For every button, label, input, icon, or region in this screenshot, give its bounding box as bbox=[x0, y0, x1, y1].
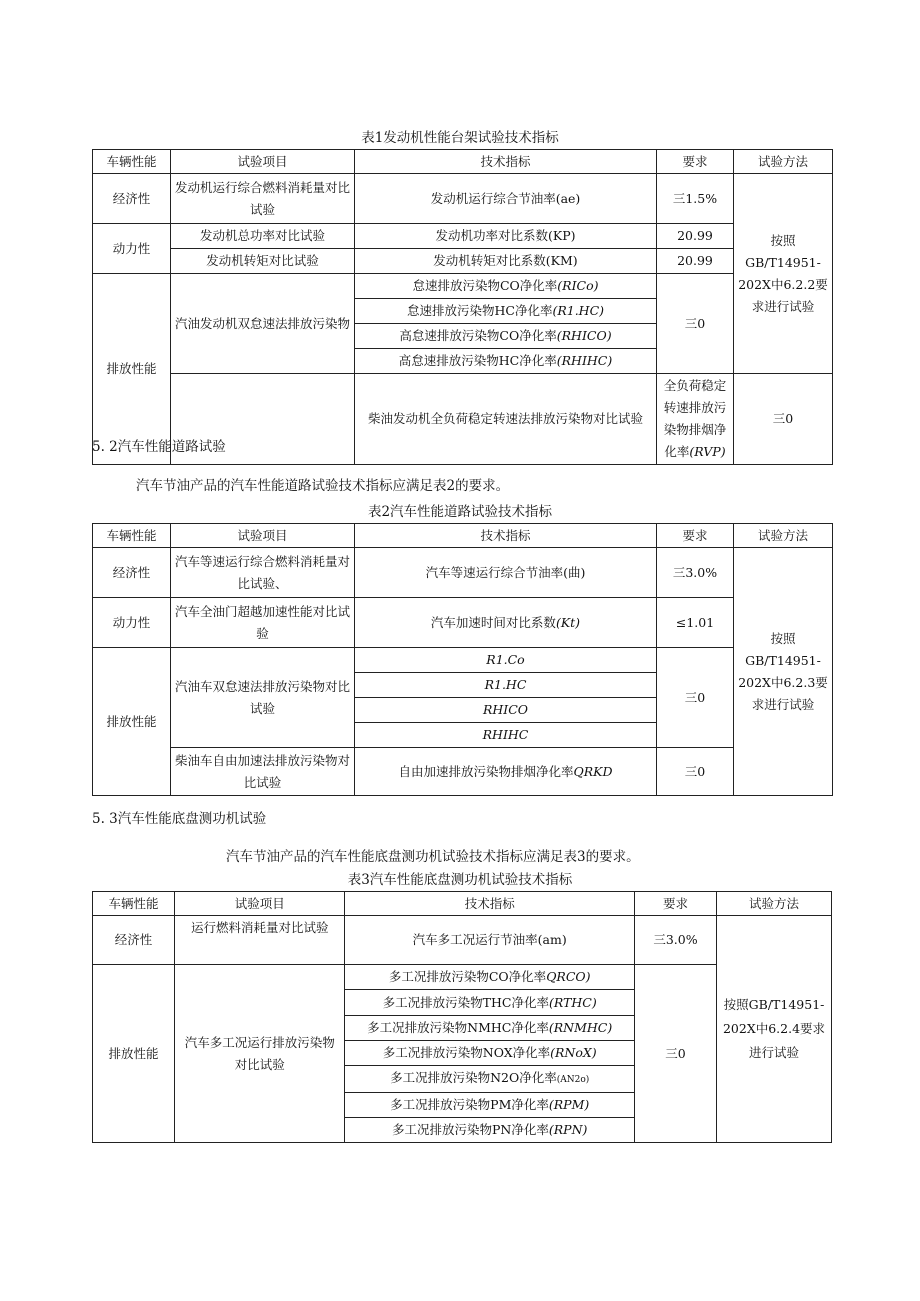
requirement: 20.99 bbox=[657, 224, 734, 249]
header-test-item: 试验项目 bbox=[171, 524, 355, 548]
indicator-text: 全负荷稳定转速排放污染物排烟净化率 bbox=[663, 378, 727, 459]
indicator-text: 多工况排放污染物N2O净化率 bbox=[390, 1070, 557, 1085]
indicator bbox=[355, 299, 657, 324]
indicator-text: 自由加速排放污染物排烟净化率 bbox=[398, 763, 574, 779]
indicator-symbol: QRCO) bbox=[546, 969, 591, 984]
test-item: 发动机运行综合燃料消耗量对比试验 bbox=[171, 174, 355, 224]
indicator-symbol: (R1.HC) bbox=[552, 303, 605, 318]
indicator-text: 汽车加速时间对比系数 bbox=[430, 614, 556, 630]
indicator-symbol: QRKD bbox=[573, 763, 613, 779]
indicator-symbol: (RNMHC) bbox=[548, 1020, 613, 1035]
section-5-3-paragraph: 汽车节油产品的汽车性能底盘测功机试验技术指标应满足表3的要求。 bbox=[226, 849, 640, 865]
indicator-text: 多工况排放污染物PM净化率 bbox=[390, 1097, 549, 1112]
category-economy: 经济性 bbox=[93, 916, 175, 965]
indicator bbox=[345, 965, 634, 990]
indicator-text: 高怠速排放污染物HC净化率 bbox=[398, 353, 557, 368]
indicator-symbol: (RICo) bbox=[557, 278, 599, 293]
indicator: 发动机运行综合节油率(ae) bbox=[355, 174, 657, 224]
header-test-item: 试验项目 bbox=[171, 150, 355, 174]
indicator: 汽车等速运行综合节油率(曲) bbox=[355, 548, 657, 598]
table1 bbox=[92, 149, 833, 465]
indicator-text: 怠速排放污染物HC净化率 bbox=[406, 303, 553, 318]
indicator-symbol: (AN2o) bbox=[556, 1075, 590, 1085]
indicator-symbol: (RHIHC) bbox=[556, 353, 613, 368]
indicator: 汽车多工况运行节油率(am) bbox=[345, 916, 634, 965]
indicator-text: 多工况排放污染物NOX净化率 bbox=[382, 1045, 551, 1060]
test-method: 按照GB/T14951-202X中6.2.3要求进行试验 bbox=[734, 548, 833, 796]
requirement: 三0 bbox=[657, 748, 734, 796]
requirement: 三0 bbox=[634, 965, 716, 1143]
indicator: RHICO bbox=[355, 698, 657, 723]
indicator-text: 多工况排放污染物NMHC净化率 bbox=[367, 1020, 549, 1035]
indicator bbox=[345, 990, 634, 1016]
indicator: R1.HC bbox=[355, 673, 657, 698]
test-method: 按照GB/T14951-202X中6.2.2要求进行试验 bbox=[734, 174, 833, 374]
indicator-symbol: (RNoX) bbox=[550, 1045, 597, 1060]
indicator-symbol: (RTHC) bbox=[548, 994, 597, 1010]
indicator bbox=[345, 1066, 634, 1093]
header-technical-indicator: 技术指标 bbox=[355, 150, 657, 174]
requirement: 三0 bbox=[657, 648, 734, 748]
header-test-method: 试验方法 bbox=[734, 524, 833, 548]
test-item: 运行燃料消耗量对比试验 bbox=[175, 916, 345, 965]
indicator bbox=[345, 1093, 634, 1118]
header-technical-indicator: 技术指标 bbox=[345, 892, 634, 916]
requirement: 三1.5% bbox=[657, 174, 734, 224]
table2-caption: 表2汽车性能道路试验技术指标 bbox=[367, 504, 553, 520]
indicator-text: 多工况排放污染物CO净化率 bbox=[388, 969, 547, 984]
category-economy: 经济性 bbox=[93, 548, 171, 598]
indicator: 发动机功率对比系数(KP) bbox=[355, 224, 657, 249]
header-requirement: 要求 bbox=[634, 892, 716, 916]
requirement: 三0 bbox=[657, 274, 734, 374]
test-item: 发动机总功率对比试验 bbox=[171, 224, 355, 249]
table1-caption: 表1发动机性能台架试验技术指标 bbox=[361, 130, 559, 146]
category-economy: 经济性 bbox=[93, 174, 171, 224]
indicator bbox=[355, 324, 657, 349]
indicator bbox=[657, 374, 734, 465]
indicator-symbol: (RHICO) bbox=[556, 328, 612, 343]
test-item: 汽油发动机双怠速法排放污染物 bbox=[171, 274, 355, 374]
test-item: 汽油车双怠速法排放污染物对比试验 bbox=[171, 648, 355, 748]
header-test-method: 试验方法 bbox=[717, 892, 832, 916]
header-vehicle-performance: 车辆性能 bbox=[93, 892, 175, 916]
header-test-item: 试验项目 bbox=[175, 892, 345, 916]
indicator bbox=[355, 748, 657, 796]
test-item: 汽车等速运行综合燃料消耗量对比试验、 bbox=[171, 548, 355, 598]
indicator: 发动机转矩对比系数(KM) bbox=[355, 249, 657, 274]
requirement: ≤1.01 bbox=[657, 598, 734, 648]
test-item: 汽车多工况运行排放污染物对比试验 bbox=[175, 965, 345, 1143]
indicator-text: 多工况排放污染物THC净化率 bbox=[382, 994, 549, 1010]
table2 bbox=[92, 523, 833, 796]
header-requirement: 要求 bbox=[657, 150, 734, 174]
category-emission: 排放性能 bbox=[93, 648, 171, 796]
header-vehicle-performance: 车辆性能 bbox=[93, 150, 171, 174]
header-technical-indicator: 技术指标 bbox=[355, 524, 657, 548]
indicator-symbol: (RVP) bbox=[689, 444, 726, 459]
indicator: R1.Co bbox=[355, 648, 657, 673]
indicator bbox=[355, 274, 657, 299]
table3 bbox=[92, 891, 832, 1143]
indicator-text: 高怠速排放污染物CO净化率 bbox=[399, 328, 557, 343]
section-5-3-heading: 5. 3汽车性能底盘测功机试验 bbox=[92, 811, 267, 827]
test-item: 发动机转矩对比试验 bbox=[171, 249, 355, 274]
requirement: 三0 bbox=[734, 374, 833, 465]
category-power: 动力性 bbox=[93, 224, 171, 274]
table3-caption: 表3汽车性能底盘测功机试验技术指标 bbox=[347, 872, 573, 888]
header-test-method: 试验方法 bbox=[734, 150, 833, 174]
indicator-symbol: (Kt) bbox=[555, 614, 581, 630]
indicator bbox=[345, 1016, 634, 1041]
indicator bbox=[355, 349, 657, 374]
test-method: 按照GB/T14951-202X中6.2.4要求进行试验 bbox=[717, 916, 832, 1143]
indicator bbox=[355, 598, 657, 648]
indicator-symbol: (RPN) bbox=[548, 1122, 588, 1137]
requirement: 20.99 bbox=[657, 249, 734, 274]
test-item: 汽车全油门超越加速性能对比试验 bbox=[171, 598, 355, 648]
indicator bbox=[345, 1118, 634, 1143]
header-vehicle-performance: 车辆性能 bbox=[93, 524, 171, 548]
indicator-text: 多工况排放污染物PN净化率 bbox=[392, 1122, 549, 1137]
indicator-text: 怠速排放污染物CO净化率 bbox=[412, 278, 558, 293]
category-power: 动力性 bbox=[93, 598, 171, 648]
section-5-2-paragraph: 汽车节油产品的汽车性能道路试验技术指标应满足表2的要求。 bbox=[136, 478, 510, 494]
requirement: 三3.0% bbox=[657, 548, 734, 598]
indicator bbox=[345, 1041, 634, 1066]
indicator: RHIHC bbox=[355, 723, 657, 748]
category-emission: 排放性能 bbox=[93, 274, 171, 465]
test-item: 柴油车自由加速法排放污染物对比试验 bbox=[171, 748, 355, 796]
category-emission: 排放性能 bbox=[93, 965, 175, 1143]
indicator-symbol: (RPM) bbox=[548, 1097, 590, 1112]
requirement: 三3.0% bbox=[634, 916, 716, 965]
test-item: 柴油发动机全负荷稳定转速法排放污染物对比试验 bbox=[355, 374, 657, 465]
header-requirement: 要求 bbox=[657, 524, 734, 548]
section-5-2-heading: 5. 2汽车性能道路试验 bbox=[92, 439, 226, 455]
